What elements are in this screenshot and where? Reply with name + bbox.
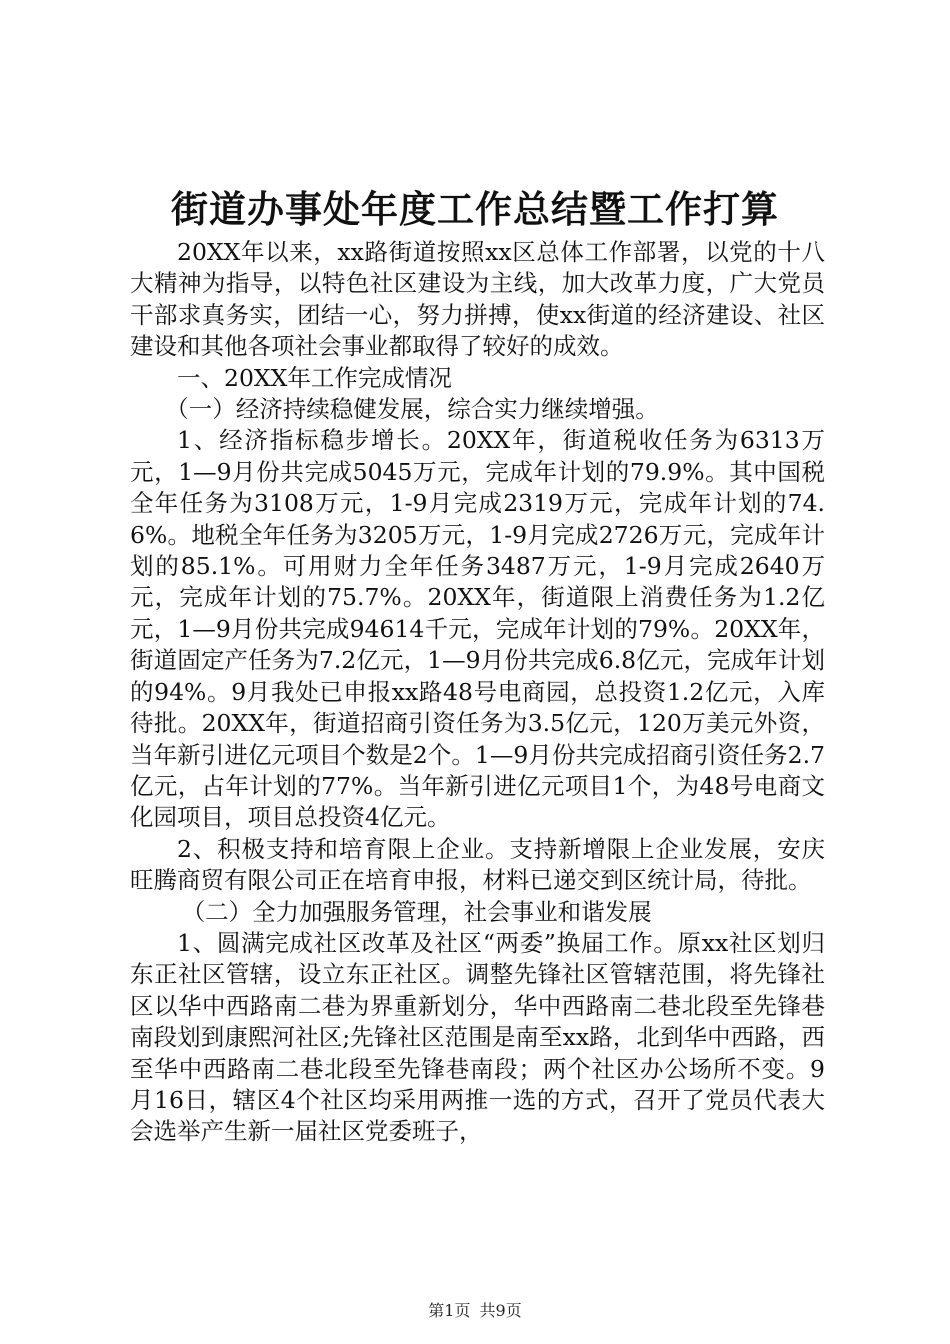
paragraph-community-reform: 1、圆满完成社区改革及社区“两委”换届工作。原xx社区划归东正社区管辖，设立东正社区。调整先锋社区管辖范围，将先锋社区以华中西路南二巷为界重新划分，华中西路南二巷北段至先锋巷南段划到康熙河社区;先锋社区范围是南至xx路，北到华中西路，西至华中西路南二巷北段至先锋巷南段；两个社区办公场所不变。9月16日，辖区4个社区均采用两推一选的方式，召开了党员代表大会选举产生新一届社区党委班子，	[130, 928, 825, 1146]
page-footer	[0, 1300, 950, 1322]
paragraph-economic-indicators: 1、经济指标稳步增长。20XX年，街道税收任务为6313万元，1—9月份共完成5045万元，完成年计划的79.9%。其中国税全年任务为3108万元，1-9月完成2319万元，完成年计划的74.6%。地税全年任务为3205万元，1-9月完成2726万元，完成年计划的85.1%。可用财力全年任务3487万元，1-9月完成2640万元，完成年计划的75.7%。20XX年，街道限上消费任务为1.2亿元，1—9月份共完成94614千元，完成年计划的79%。20XX年，街道固定产任务为7.2亿元，1—9月份共完成6.8亿元，完成年计划的94%。9月我处已申报xx路48号电商园，总投资1.2亿元，入库待批。20XX年，街道招商引资任务为3.5亿元，120万美元外资，当年新引进亿元项目个数是2个。1—9月份共完成招商引资任务2.7亿元，占年计划的77%。当年新引进亿元项目1个，为48号电商文化园项目，项目总投资4亿元。	[130, 426, 825, 832]
document-body	[130, 237, 825, 1148]
page-total: 共9页	[479, 1301, 522, 1320]
section-heading-1: 一、20XX年工作完成情况	[177, 363, 452, 392]
paragraph-intro: 20XX年以来，xx路街道按照xx区总体工作部署，以党的十八大精神为指导，以特色社区建设为主线，加大改革力度，广大党员干部求真务实，团结一心，努力拼搏，使xx街道的经济建设、社区建设和其他各项社会事业都取得了较好的成效。	[130, 238, 825, 361]
page-number: 第1页	[428, 1301, 471, 1320]
subsection-heading-1: （一）经济持续稳健发展，综合实力继续增强。	[165, 395, 659, 424]
subsection-heading-2: （二）全力加强服务管理，社会事业和谐发展	[181, 897, 652, 926]
paragraph-enterprise-support: 2、积极支持和培育限上企业。支持新增限上企业发展，安庆旺腾商贸有限公司正在培育申报，材料已递交到区统计局，待批。	[130, 834, 825, 895]
document-title: 街道办事处年度工作总结暨工作打算	[171, 187, 779, 231]
